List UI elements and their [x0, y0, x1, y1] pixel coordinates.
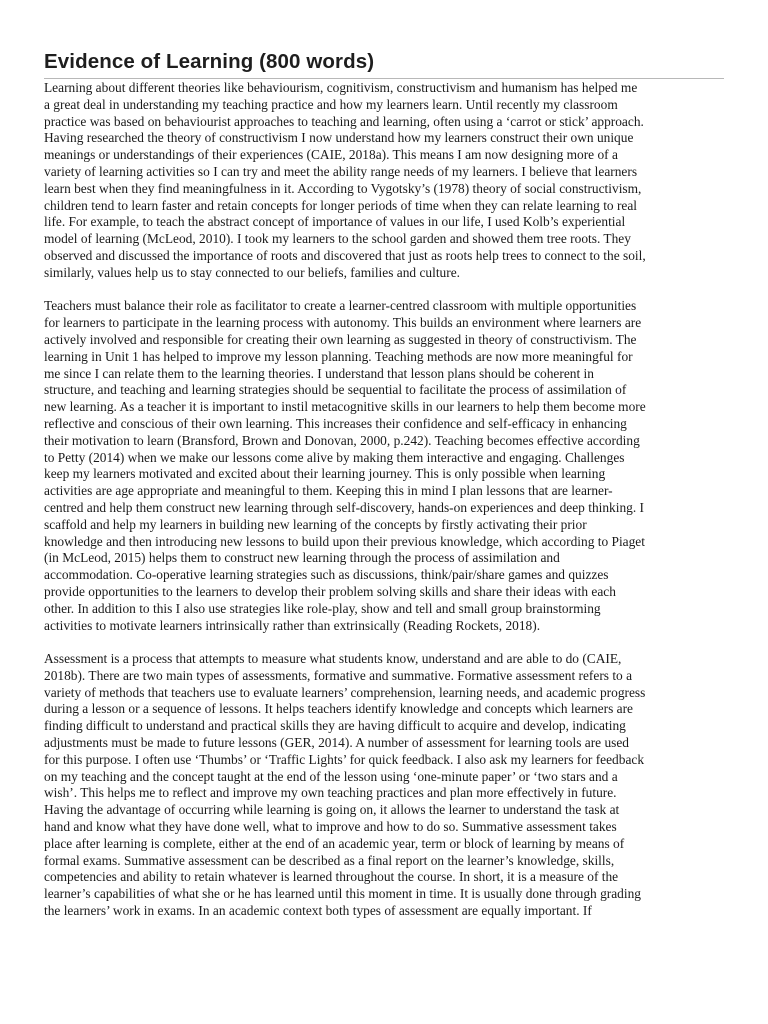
document-title: Evidence of Learning (800 words) — [44, 48, 724, 79]
paragraph-assessment: Assessment is a process that attempts to measure what students know, understand and are able to do (CAIE, 2018b). There are two main types of assessments, formative and summative. Formative assessment refers to a variety of methods that teachers use to evaluate learners’ comprehension, learning needs, and academic progress during a lesson or a sequence of lessons. It helps teachers identify knowledge and concepts which learners are finding difficult to understand and practical skills they are having difficult to acquire and develop, indicating adjustments must be made to future lessons (GER, 2014). A number of assessment for learning tools are used for this purpose. I often use ‘Thumbs’ or ‘Traffic Lights’ for quick feedback. I also ask my learners for feedback on my teaching and the concept taught at the end of the lesson using ‘one-minute paper’ or ‘two stars and a wish’. This helps me to reflect and improve my own teaching practices and plan more effectively in future. Having the advantage of occurring while learning is going on, it allows the learner to understand the task at hand and know what they have done well, what to improve and how to do so. Summative assessment takes place after learning is complete, either at the end of an academic year, term or block of learning by means of formal exams. Summative assessment can be described as a final report on the learner’s knowledge, skills, competencies and ability to retain whatever is learned throughout the course. In short, it is a measure of the learner’s capabilities of what she or he has learned until this moment in time. It is usually done through grading the learners’ work in exams. In an academic context both types of assessment are equally important. If — [44, 651, 646, 919]
document-body — [44, 80, 724, 920]
paragraph-theories: Learning about different theories like behaviourism, cognitivism, constructivism and humanism has helped me a great deal in understanding my teaching practice and how my learners learn. Until recently my classroom practice was based on behaviourist approaches to teaching and learning, often using a ‘carrot or stick’ approach. Having researched the theory of constructivism I now understand how my learners construct their own unique meanings or understandings of their experiences (CAIE, 2018a). This means I am now designing more of a variety of learning activities so I can try and meet the ability range needs of my learners. I believe that learners learn best when they find meaningfulness in it. According to Vygotsky’s (1978) theory of social constructivism, children tend to learn faster and retain concepts for longer periods of time when they can relate learning to real life. For example, to teach the abstract concept of importance of values in our life, I used Kolb’s experiential model of learning (McLeod, 2010). I took my learners to the school garden and showed them tree roots. They observed and discussed the importance of roots and discovered that just as roots help trees to connect to the soil, similarly, values help us to stay connected to our beliefs, families and culture. — [44, 80, 646, 280]
paragraph-facilitator-role: Teachers must balance their role as facilitator to create a learner-centred classroom with multiple opportunities for learners to participate in the learning process with autonomy. This builds an environment where learners are actively involved and responsible for creating their own learning as suggested in theory of constructivism. The learning in Unit 1 has helped to improve my lesson planning. Teaching methods are now more meaningful for me since I can relate them to the learning theories. I understand that lesson plans should be coherent in structure, and teaching and learning strategies should be sequential to facilitate the process of assimilation of new learning. As a teacher it is important to instil metacognitive skills in our learners to help them become more reflective and conscious of their own learning. This increases their confidence and self-efficacy in enhancing their motivation to learn (Bransford, Brown and Donovan, 2000, p.242). Teaching becomes effective according to Petty (2014) when we make our lessons come alive by making them interactive and engaging. Challenges keep my learners motivated and excited about their learning journey. This is only possible when learning activities are age appropriate and meaningful to them. Keeping this in mind I plan lessons that are learner- centred and help them construct new learning through self-discovery, hands-on experiences and deep thinking. I scaffold and help my learners in building new learning of the concepts by firstly activating their prior knowledge and then introducing new lessons to build upon their previous knowledge, which according to Piaget (in McLeod, 2015) helps them to construct new learning through the process of assimilation and accommodation. Co-operative learning strategies such as discussions, think/pair/share games and quizzes provide opportunities to the learners to develop their problem solving skills and share their ideas with each other. In addition to this I also use strategies like role-play, show and tell and small group brainstorming activities to motivate learners intrinsically rather than extrinsically (Reading Rockets, 2018). — [44, 298, 646, 633]
document-page — [44, 48, 724, 920]
